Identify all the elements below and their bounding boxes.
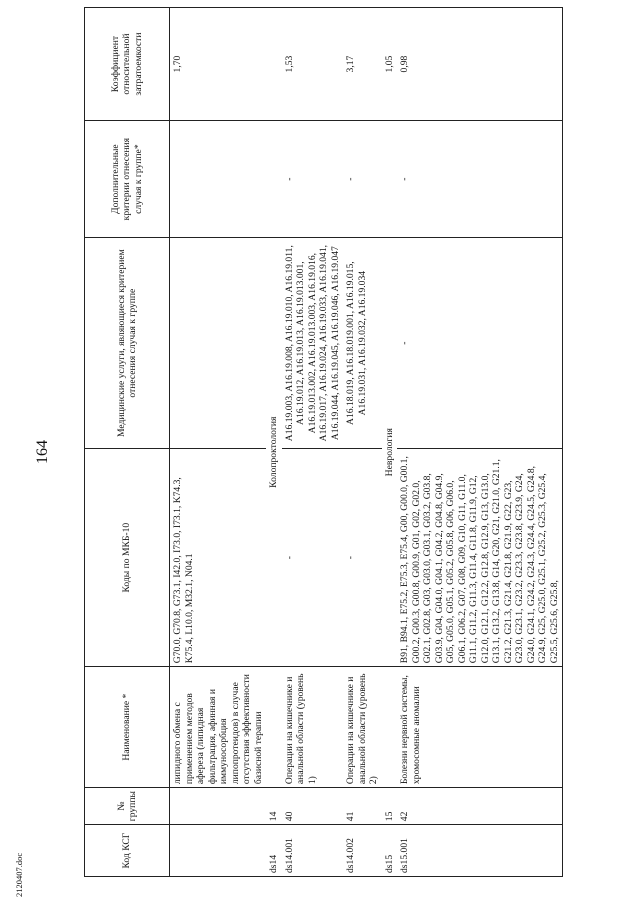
cell-icd: - bbox=[343, 449, 382, 667]
cell-group: 41 bbox=[343, 788, 382, 825]
table-row-section bbox=[382, 8, 398, 877]
header-name: Наименование * bbox=[85, 667, 170, 788]
cell-services bbox=[170, 238, 267, 449]
ksg-table bbox=[84, 7, 563, 877]
cell-group bbox=[170, 788, 267, 825]
header-group: № группы bbox=[85, 788, 170, 825]
cell-icd: B91, B94.1, E75.2, E75.3, E75.4, G00, G00.0, G00.1, G00.2, G00.3, G00.8, G00.9, G01, G02, G02.0, G02.1, G02.8, G03, G03.0, G03.1, G03.2, G03.8, G03.9, G04, G04.0, G04.1, G04.2, G04.8, G04.9, G05, G05.0, G05.1, G05.2, G05.8, G06, G06.0, G06.1, G06.2, G07, G08, G09, G10, G11, G11.0, G11.1, G11.2, G11.3, G11.4, G11.8, G11.9, G12, G12.0, G12.1, G12.2, G12.8, G12.9, G13, G13.0, G13.1, G13.2, G13.8, G14, G20, G21, G21.0, G21.1, G21.2, G21.3, G21.4, G21.8, G21.9, G22, G23, G23.0, G23.1, G23.2, G23.3, G23.8, G23.9, G24, G24.0, G24.1, G24.2, G24.3, G24.4, G24.5, G24.8, G24.9, G25, G25.0, G25.1, G25.2, G25.3, G25.4, G25.5, G25.6, G25.8, bbox=[397, 449, 563, 667]
cell-icd: G70.0, G70.8, G73.1, I42.0, I73.0, I73.1, K74.3, K75.4, L10.0, M32.1, N04.1 bbox=[170, 449, 267, 667]
header-services: Медицинские услуги, являющиеся критерием отнесения случая к группе bbox=[85, 238, 170, 449]
header-coef: Коэффициент относительной затратоемкости bbox=[85, 8, 170, 121]
cell-group: 42 bbox=[397, 788, 563, 825]
section-title: Колопроктология bbox=[266, 238, 282, 667]
cell-code: ds14.001 bbox=[282, 825, 344, 877]
cell-name: липидного обмена с применением методов афереза (липидная фильтрация, афинная и иммуносорбция липопротеидов) в случае отсутствия эффективности базисной терапии bbox=[170, 667, 267, 788]
cell-extra bbox=[170, 121, 267, 238]
cell-code: ds15 bbox=[382, 825, 398, 877]
header-extra: Дополнительные критерии отнесения случая к группе* bbox=[85, 121, 170, 238]
section-title: Неврология bbox=[382, 238, 398, 667]
cell-coef: 1,70 bbox=[170, 8, 267, 121]
table-row-continuation bbox=[170, 8, 267, 877]
table-row bbox=[397, 8, 563, 877]
cell-icd: - bbox=[282, 449, 344, 667]
cell-code: ds14.002 bbox=[343, 825, 382, 877]
cell-extra: - bbox=[282, 121, 344, 238]
footer-doc-id: 2120407.doc bbox=[14, 852, 24, 897]
cell-group: 14 bbox=[266, 788, 282, 825]
cell-group: 15 bbox=[382, 788, 398, 825]
cell-code: ds15.001 bbox=[397, 825, 563, 877]
cell-coef: 1,53 bbox=[282, 8, 344, 121]
header-icd: Коды по МКБ-10 bbox=[85, 449, 170, 667]
cell-coef: 1,05 bbox=[382, 8, 398, 121]
header-code: Код КСГ bbox=[85, 825, 170, 877]
cell-group: 40 bbox=[282, 788, 344, 825]
cell-extra: - bbox=[397, 121, 563, 238]
table-row bbox=[282, 8, 344, 877]
cell-code: ds14 bbox=[266, 825, 282, 877]
cell-services: A16.18.019, A16.18.019.001, A16.19.015, A16.19.031, A16.19.032, A16.19.034 bbox=[343, 238, 382, 449]
cell-coef: 0,98 bbox=[397, 8, 563, 121]
cell-name: Болезни нервной системы, хромосомные аномалии bbox=[397, 667, 563, 788]
cell-extra: - bbox=[343, 121, 382, 238]
table-header-row bbox=[85, 8, 170, 877]
cell-services: A16.19.003, A16.19.008, A16.19.010, A16.19.011, A16.19.012, A16.19.013, A16.19.013.001, A16.19.013.002, A16.19.013.003, A16.19.016, A16.19.017, A16.19.024, A16.19.033, A16.19.041, A16.19.044, A16.19.045, A16.19.046, A16.19.047 bbox=[282, 238, 344, 449]
cell-name: Операции на кишечнике и анальной области (уровень 2) bbox=[343, 667, 382, 788]
page-number: 164 bbox=[34, 440, 51, 464]
cell-services: - bbox=[397, 238, 563, 449]
table-row-section bbox=[266, 8, 282, 877]
cell-code bbox=[170, 825, 267, 877]
table-row bbox=[343, 8, 382, 877]
cell-coef: 3,17 bbox=[343, 8, 382, 121]
cell-name: Операции на кишечнике и анальной области (уровень 1) bbox=[282, 667, 344, 788]
